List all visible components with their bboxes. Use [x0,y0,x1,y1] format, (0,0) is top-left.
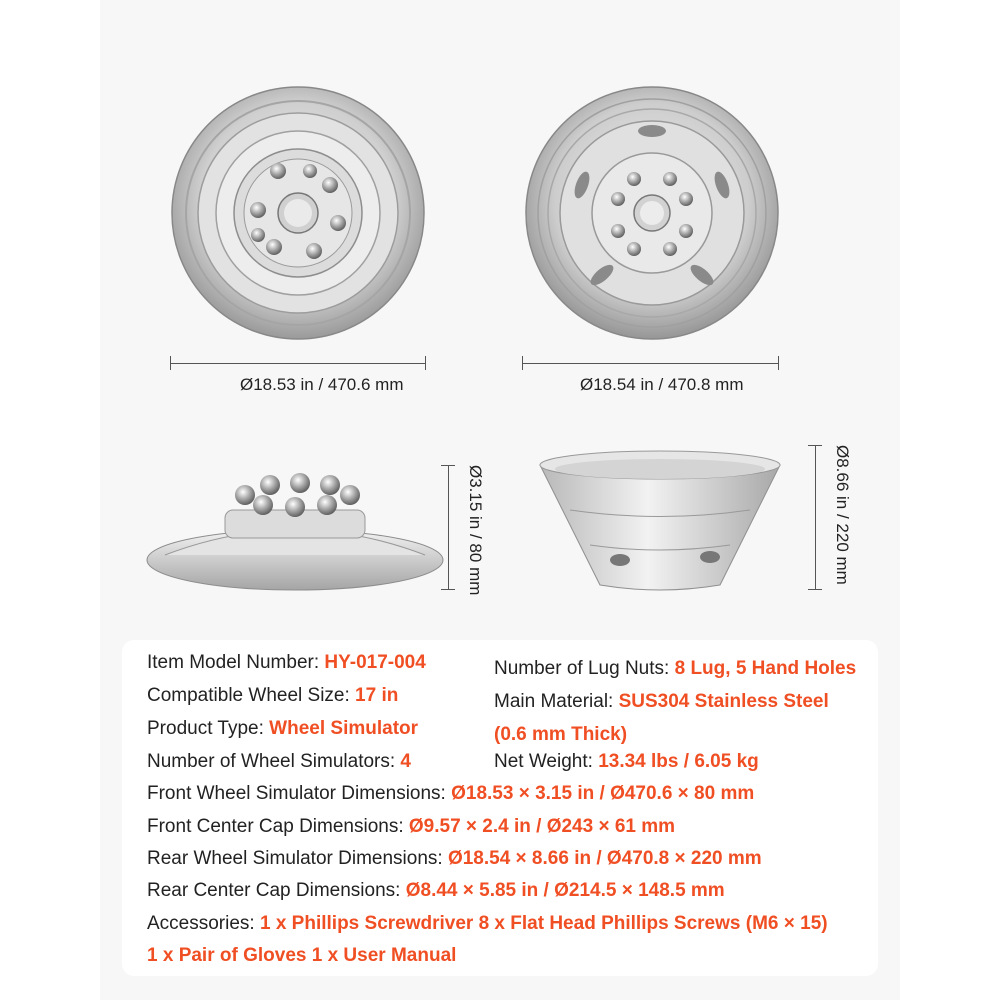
model-label: Item Model Number: [147,652,325,673]
wheel-size-row [147,685,398,707]
accessories-row-2 [147,945,456,967]
front-dim-row [147,783,754,805]
front-height-tick-bottom [441,589,455,590]
rear-wheel-simulator-image [524,85,780,341]
rear-cap-row [147,880,725,902]
num-simulators-row [147,751,411,773]
accessories-value-2: 1 x Pair of Gloves 1 x User Manual [147,945,457,966]
rear-height-tick-top [808,445,822,446]
material-row [494,691,829,713]
front-cap-value: Ø9.57 × 2.4 in / Ø243 × 61 mm [408,816,676,837]
rear-dim-value: Ø18.54 × 8.66 in / Ø470.8 × 220 mm [447,848,762,869]
model-value: HY-017-004 [324,652,426,673]
front-dim-value: Ø18.53 × 3.15 in / Ø470.6 × 80 mm [451,783,755,804]
front-height-tick-top [441,465,455,466]
front-dim-label: Front Wheel Simulator Dimensions: [147,783,452,804]
lug-nuts-row [494,658,856,680]
wheel-size-label: Compatible Wheel Size: [147,685,356,706]
material-label: Main Material: [494,691,619,712]
rear-diameter-tick-left [522,356,523,370]
rear-cap-label: Rear Center Cap Dimensions: [147,880,406,901]
material-row-2 [494,724,627,746]
lug-nuts-value: 8 Lug, 5 Hand Holes [674,658,857,679]
rear-diameter-tick-right [778,356,779,370]
rear-wheel-side-image [535,445,785,595]
num-simulators-value: 4 [400,751,411,772]
product-type-value: Wheel Simulator [269,718,419,739]
accessories-value: 1 x Phillips Screwdriver 8 x Flat Head Phillips Screws (M6 × 15) [259,913,828,934]
num-simulators-label: Number of Wheel Simulators: [147,751,401,772]
front-height-label: Ø3.15 in / 80 mm [466,465,485,596]
material-value-2: (0.6 mm Thick) [494,724,628,745]
product-type-label: Product Type: [147,718,270,739]
model-row [147,652,426,674]
front-wheel-simulator-image [170,85,426,341]
front-diameter-line [170,363,426,364]
rear-height-line [815,445,816,590]
rear-diameter-label: Ø18.54 in / 470.8 mm [580,375,744,394]
front-diameter-tick-right [425,356,426,370]
accessories-row [147,913,828,935]
material-value: SUS304 Stainless Steel [618,691,829,712]
weight-row [494,751,759,773]
lug-nuts-label: Number of Lug Nuts: [494,658,675,679]
product-type-row [147,718,418,740]
front-diameter-tick-left [170,356,171,370]
front-wheel-side-image [145,465,445,595]
rear-dim-row [147,848,762,870]
weight-label: Net Weight: [494,751,599,772]
accessories-label: Accessories: [147,913,260,934]
front-diameter-label: Ø18.53 in / 470.6 mm [240,375,404,394]
rear-height-tick-bottom [808,589,822,590]
rear-cap-value: Ø8.44 × 5.85 in / Ø214.5 × 148.5 mm [405,880,725,901]
weight-value: 13.34 lbs / 6.05 kg [598,751,759,772]
wheel-size-value: 17 in [355,685,399,706]
rear-diameter-line [522,363,779,364]
rear-dim-label: Rear Wheel Simulator Dimensions: [147,848,448,869]
front-cap-row [147,816,675,838]
front-cap-label: Front Center Cap Dimensions: [147,816,409,837]
front-height-line [448,465,449,590]
rear-height-label: Ø8.66 in / 220 mm [833,445,852,585]
